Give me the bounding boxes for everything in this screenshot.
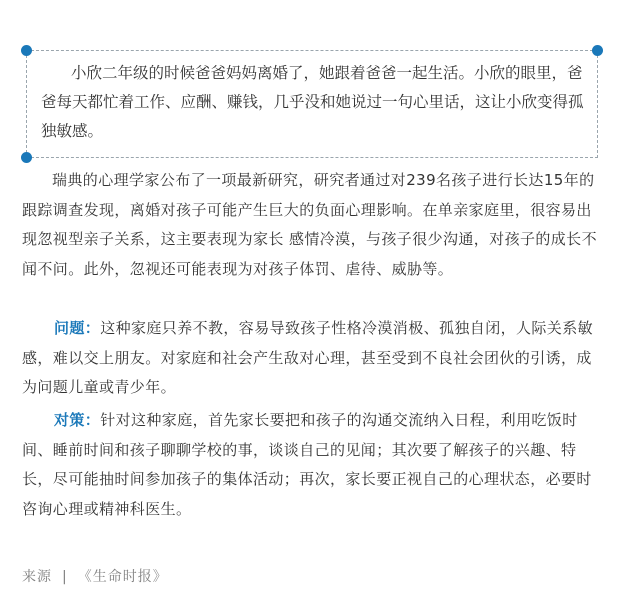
solution-paragraph	[22, 406, 606, 524]
solution-label: 对策：	[54, 411, 101, 429]
problem-label: 问题：	[54, 319, 101, 337]
intro-quote-box	[26, 50, 598, 158]
problem-paragraph	[22, 314, 606, 403]
problem-text: 这种家庭只养不教，容易导致孩子性格冷漠消极、孤独自闭，人际关系敏感，难以交上朋友。对家庭和社会产生敌对心理，甚至受到不良社会团伙的引诱，成为问题儿童或青少年。	[22, 319, 594, 397]
source-name: 《生命时报》	[77, 569, 168, 585]
source-line	[22, 565, 168, 589]
source-label: 来源	[22, 569, 52, 585]
corner-dot-icon	[21, 45, 32, 56]
intro-text: 小欣二年级的时候爸爸妈妈离婚了，她跟着爸爸一起生活。小欣的眼里，爸爸每天都忙着工作、应酬、赚钱，几乎没和她说过一句心里话，这让小欣变得孤独敏感。	[41, 64, 584, 140]
research-paragraph: 瑞典的心理学家公布了一项最新研究，研究者通过对239名孩子进行长达15年的跟踪调查发现，离婚对孩子可能产生巨大的负面心理影响。在单亲家庭里，很容易出现忽视型亲子关系，这主要表现为家长 感情冷漠，与孩子很少沟通，对孩子的成长不闻不问。此外，忽视还可能表现为对孩子体罚、虐待、威胁等。	[22, 171, 597, 278]
corner-dot-icon	[592, 45, 603, 56]
solution-text: 针对这种家庭，首先家长要把和孩子的沟通交流纳入日程，利用吃饭时间、睡前时间和孩子聊聊学校的事，谈谈自己的见闻；其次要了解孩子的兴趣、特长，尽可能抽时间参加孩子的集体活动；再次，家长要正视自己的心理状态，必要时咨询心理或精神科医生。	[22, 411, 592, 518]
source-separator: |	[62, 569, 68, 585]
corner-dot-icon	[21, 152, 32, 163]
